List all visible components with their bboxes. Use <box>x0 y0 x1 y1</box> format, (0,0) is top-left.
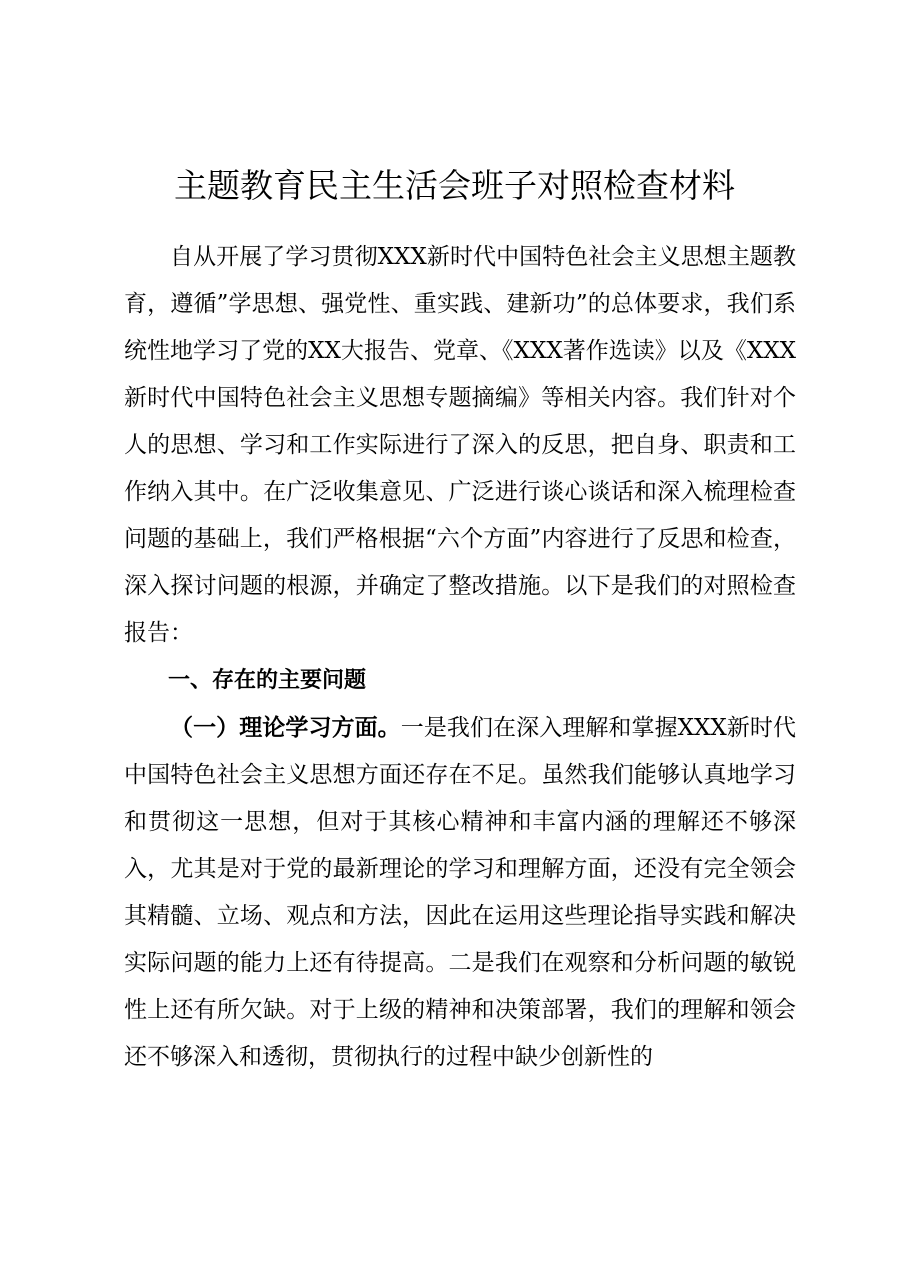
intro-paragraph: 自从开展了学习贯彻XXX新时代中国特色社会主义思想主题教育，遵循”学思想、强党性、重实践、建新功”的总体要求，我们系统性地学习了党的XX大报告、党章、《XXX著作选读》以及《XXX新时代中国特色社会主义思想专题摘编》等相关内容。我们针对个人的思想、学习和工作实际进行了深入的反思，把自身、职责和工作纳入其中。在广泛收集意见、广泛进行谈心谈话和深入梳理检查问题的基础上，我们严格根据“六个方面”内容进行了反思和检查，深入探讨问题的根源，并确定了整改措施。以下是我们的对照检查报告： <box>124 244 796 646</box>
document-title: 主题教育民主生活会班子对照检查材料 <box>174 166 735 205</box>
theory-study-paragraph <box>124 704 796 1081</box>
section-heading-main-problems: 一、存在的主要问题 <box>168 668 367 693</box>
subsection-label-theory-study: （一）理论学习方面。 <box>170 714 401 741</box>
subsection-text-theory-study: 一是我们在深入理解和掌握XXX新时代中国特色社会主义思想方面还存在不足。虽然我们能够认真地学习和贯彻这一思想，但对于其核心精神和丰富内涵的理解还不够深入，尤其是对于党的最新理论的学习和理解方面，还没有完全领会其精髓、立场、观点和方法，因此在运用这些理论指导实践和解决实际问题的能力上还有待提高。二是我们在观察和分析问题的敏锐性上还有所欠缺。对于上级的精神和决策部署，我们的理解和领会还不够深入和透彻，贯彻执行的过程中缺少创新性的 <box>124 715 796 1070</box>
document-body <box>124 234 796 1081</box>
